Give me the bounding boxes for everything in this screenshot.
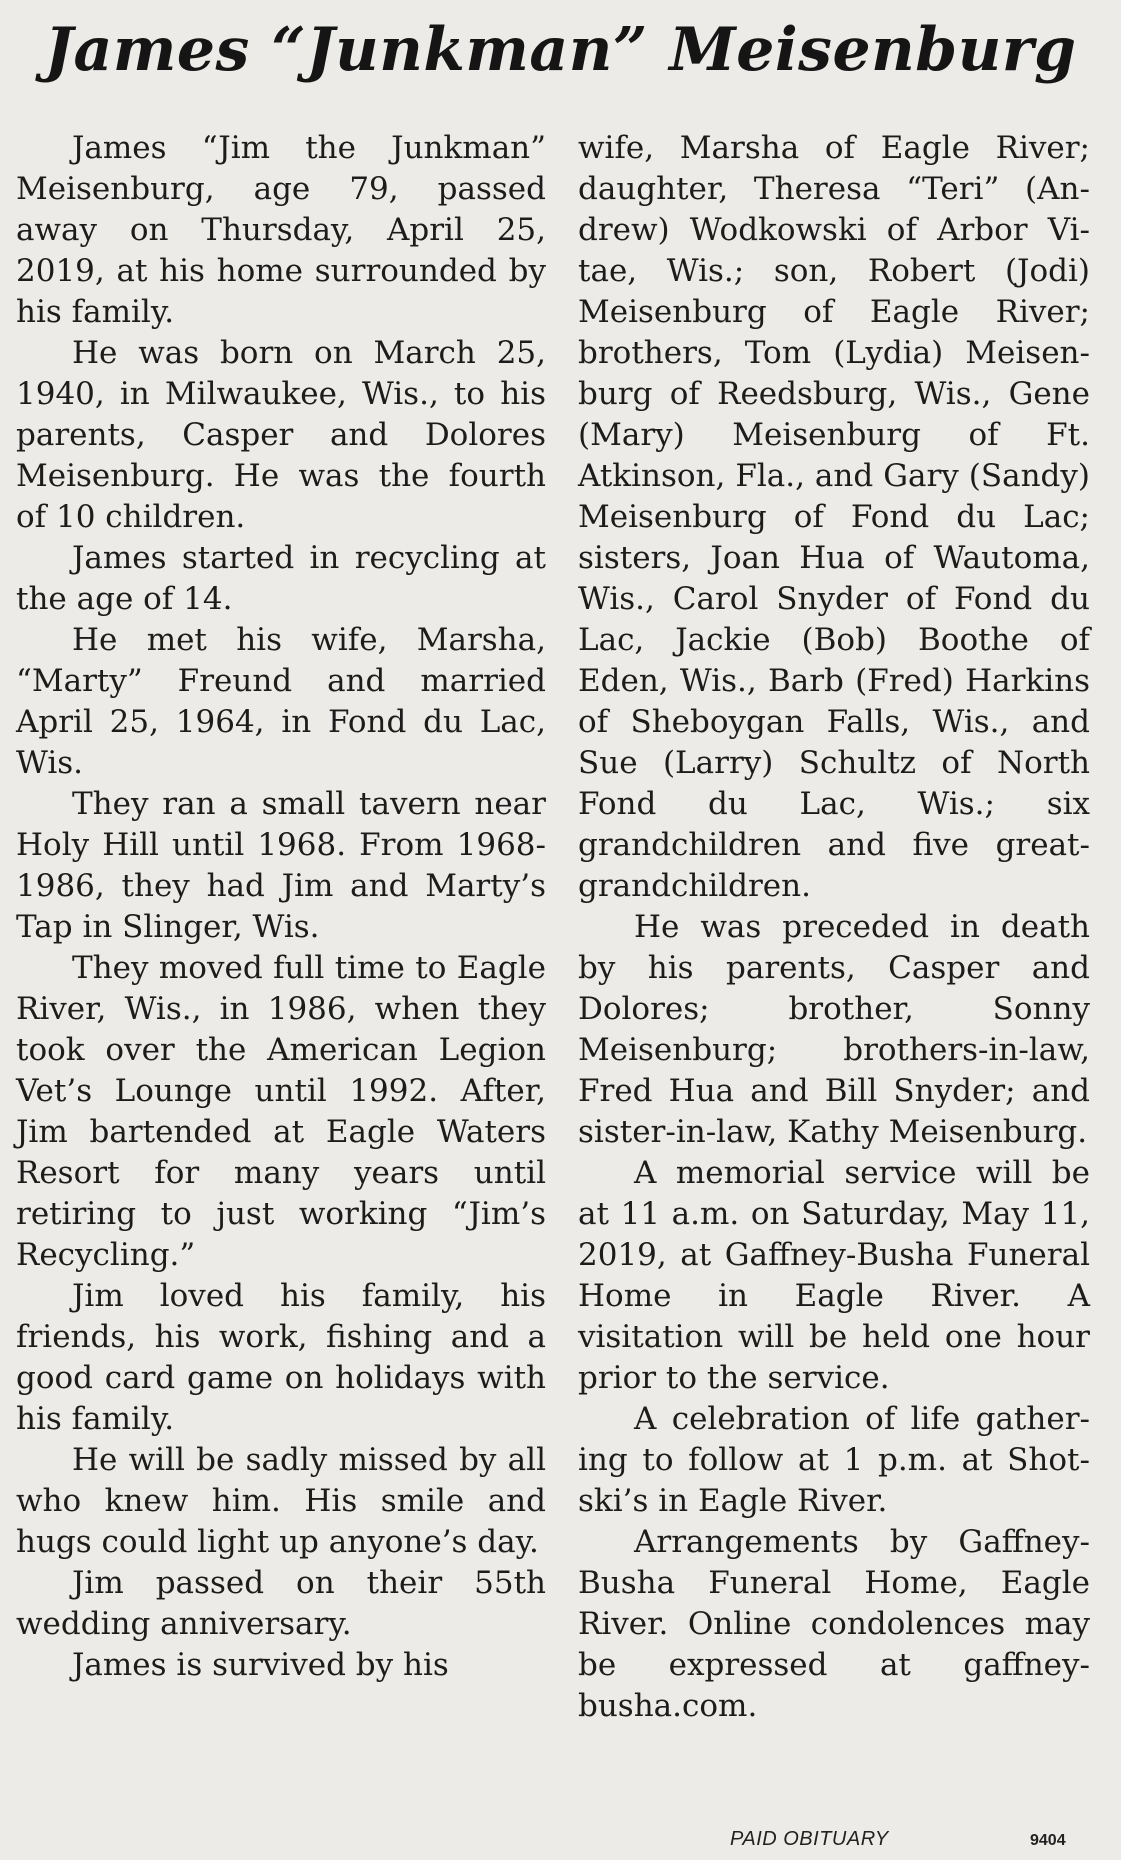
paid-obituary-label: PAID OBITUARY (730, 1828, 889, 1850)
paragraph: Arrangements by Gaffney-Busha Funeral Home, Eagle River. Online condolences may be expressed at gaffney-busha.com. (578, 1524, 1090, 1724)
paragraph: He will be sadly missed by all who knew him. His smile and hugs could light up anyone’s day. (16, 1442, 546, 1560)
paragraph: He was preceded in death by his parents, Casper and Dolores; brother, Sonny Meisenburg; brothers-in-law, Fred Hua and Bill Snyder; and sister-in-law, Kathy Meisenburg. (578, 909, 1090, 1150)
paragraph: James started in recycling at the age of 14. (16, 540, 546, 617)
paragraph: A memorial service will be at 11 a.m. on Saturday, May 11, 2019, at Gaffney-Busha Funeral Home in Eagle River. A visitation will be held one hour prior to the service. (578, 1155, 1090, 1396)
headline: James “Junkman” Meisenburg (44, 15, 1077, 85)
paragraph-continuation: wife, Marsha of Eagle River; daughter, Theresa “Teri” (Andrew) Wodkowski of Arbor Vitae, Wis.; son, Robert (Jodi) Meisenburg of Eagle River; brothers, Tom (Lydia) Meisenburg of Reedsburg, Wis., Gene (Mary) Meisenburg of Ft. Atkinson, Fla., and Gary (Sandy) Meisenburg of Fond du Lac; sisters, Joan Hua of Wautoma, Wis., Carol Snyder of Fond du Lac, Jackie (Bob) Boothe of Eden, Wis., Barb (Fred) Harkins of Sheboygan Falls, Wis., and Sue (Larry) Schultz of North Fond du Lac, Wis.; six grandchildren and five great-grandchildren. (578, 130, 1090, 904)
left-column (16, 128, 546, 1686)
ad-code: 9404 (1030, 1832, 1066, 1849)
paragraph: A celebration of life gathering to follow at 1 p.m. at Shotski’s in Eagle River. (578, 1401, 1090, 1519)
right-column (578, 128, 1090, 1727)
paragraph: Jim passed on their 55th wedding anniversary. (16, 1565, 546, 1642)
paragraph: He was born on March 25, 1940, in Milwaukee, Wis., to his parents, Casper and Dolores Meisenburg. He was the fourth of 10 children. (16, 335, 546, 535)
paragraph: Jim loved his family, his friends, his work, fishing and a good card game on holidays with his family. (16, 1278, 546, 1437)
paragraph: James is survived by his (72, 1647, 449, 1683)
paragraph: They ran a small tavern near Holy Hill until 1968. From 1968-1986, they had Jim and Marty’s Tap in Slinger, Wis. (16, 786, 546, 945)
paragraph: They moved full time to Eagle River, Wis., in 1986, when they took over the American Legion Vet’s Lounge until 1992. After, Jim bartended at Eagle Waters Resort for many years until retiring to just working “Jim’s Recycling.” (16, 950, 546, 1273)
paragraph: He met his wife, Marsha, “Marty” Freund and married April 25, 1964, in Fond du Lac, Wis. (16, 622, 546, 781)
paragraph: James “Jim the Junkman” Meisenburg, age 79, passed away on Thursday, April 25, 2019, at his home surrounded by his family. (16, 130, 546, 330)
